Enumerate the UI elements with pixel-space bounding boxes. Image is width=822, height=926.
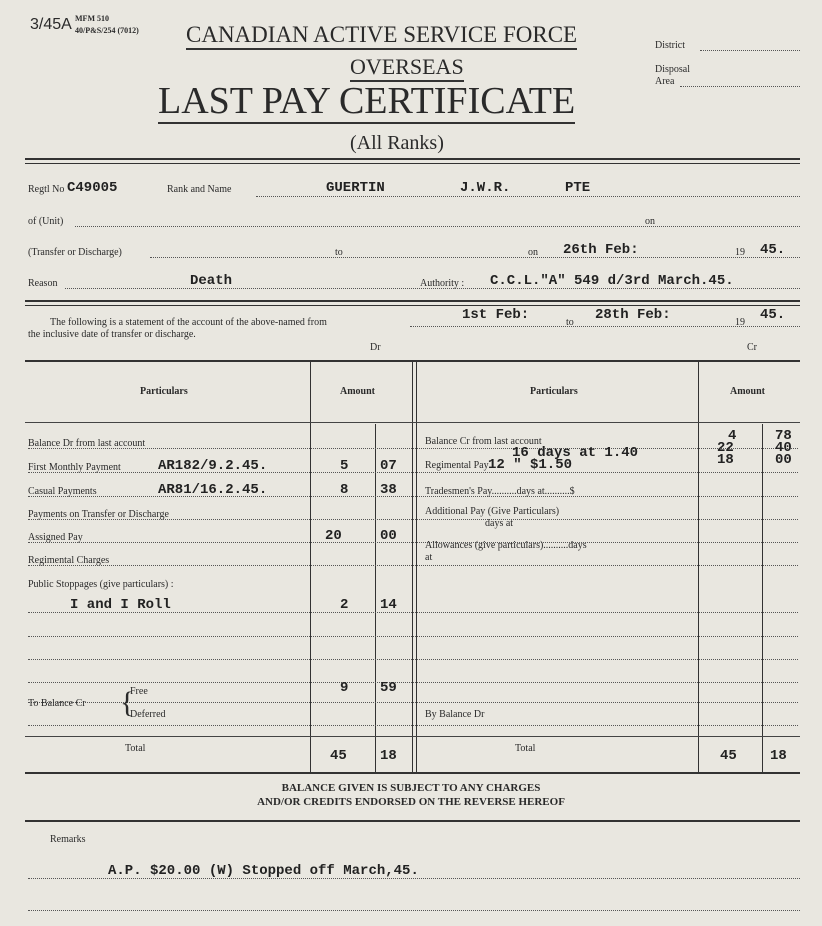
- particulars-header: Particulars: [140, 386, 188, 397]
- row-label: Balance Cr from last account: [425, 436, 542, 447]
- to-date: 28th Feb:: [595, 307, 671, 323]
- remarks-text: A.P. $20.00 (W) Stopped off March,45.: [108, 863, 419, 879]
- row-label: days at: [485, 518, 514, 529]
- reason-label: Reason: [28, 278, 58, 289]
- row-value: 12 " $1.50: [488, 457, 573, 473]
- authority: C.C.L."A" 549 d/3rd March.45.: [490, 273, 734, 289]
- dotted-line: [28, 659, 798, 660]
- row-label: Allowances (give particulars)..........days: [425, 540, 587, 551]
- from-date: 1st Feb:: [462, 307, 530, 323]
- row-label: Balance Dr from last account: [28, 438, 146, 449]
- dotted-line: [28, 448, 798, 449]
- row-label: First Monthly Payment: [28, 462, 121, 473]
- total-label: Total: [515, 743, 536, 754]
- to-balance-label: To Balance Cr: [28, 698, 86, 709]
- row-label: Tradesmen's Pay..........days at..........$: [425, 486, 575, 497]
- rank: PTE: [565, 180, 591, 196]
- amount-cents: 78: [775, 428, 792, 444]
- statement-text-2: the inclusive date of transfer or discharge.: [28, 329, 196, 340]
- total-dollars: 45: [720, 748, 737, 764]
- rank-name-label: Rank and Name: [167, 184, 232, 195]
- dotted-line: [28, 636, 798, 637]
- on-label: on: [528, 247, 538, 258]
- form-code: MFM 510: [75, 14, 109, 23]
- total-cents: 18: [770, 748, 787, 764]
- row-label: Additional Pay (Give Particulars): [425, 506, 560, 517]
- row-label: Regimental Charges: [28, 555, 110, 566]
- regtl-number: C49005: [67, 180, 118, 196]
- amount-dollars: 2: [340, 597, 349, 613]
- ranks-subtitle: (All Ranks): [350, 132, 444, 154]
- row-label: Public Stoppages (give particulars) :: [28, 579, 174, 590]
- amount-cents: 38: [380, 482, 397, 498]
- notice-line-1: BALANCE GIVEN IS SUBJECT TO ANY CHARGES: [281, 782, 541, 794]
- reason: Death: [190, 273, 233, 289]
- amount-dollars: 5: [340, 458, 349, 474]
- row-label: Regimental Pay: [425, 460, 489, 471]
- dr-label: Dr: [370, 342, 381, 353]
- year-prefix: 19: [735, 317, 745, 328]
- row-label: Casual Payments: [28, 486, 97, 497]
- row-value: 16 days at 1.40: [512, 445, 639, 461]
- amount-dollars: 22: [717, 440, 734, 456]
- row-label: Payments on Transfer or Discharge: [28, 509, 169, 520]
- by-balance-label: By Balance Dr: [425, 709, 485, 720]
- free-label: Free: [130, 686, 148, 697]
- transfer-label: (Transfer or Discharge): [28, 247, 122, 258]
- remarks-label: Remarks: [50, 834, 86, 845]
- district-label: District: [655, 40, 685, 51]
- amount-header: Amount: [730, 386, 766, 397]
- row-label: Assigned Pay: [28, 532, 83, 543]
- statement-text: The following is a statement of the account of the above-named from: [50, 317, 327, 328]
- overseas-title: OVERSEAS: [350, 54, 464, 82]
- total-cents: 18: [380, 748, 397, 764]
- deferred-label: Deferred: [130, 709, 166, 720]
- form-code: 40/P&S/254 (7012): [75, 26, 139, 35]
- dotted-line: [28, 565, 798, 566]
- dotted-line: [28, 682, 798, 683]
- amount-cents: 00: [775, 452, 792, 468]
- dotted-line: [28, 542, 798, 543]
- amount-dollars: 4: [728, 428, 737, 444]
- amount-dollars: 20: [325, 528, 342, 544]
- year: 45.: [760, 242, 786, 258]
- page-title: LAST PAY CERTIFICATE: [158, 80, 576, 122]
- amount-header: Amount: [340, 386, 376, 397]
- amount-cents: 07: [380, 458, 397, 474]
- year-prefix: 19: [735, 247, 745, 258]
- surname: GUERTIN: [326, 180, 385, 196]
- amount-cents: 00: [380, 528, 397, 544]
- on-label: on: [645, 216, 655, 227]
- amount-dollars: 8: [340, 482, 349, 498]
- row-value: I and I Roll: [70, 597, 171, 613]
- total-dollars: 45: [330, 748, 347, 764]
- row-value: AR81/16.2.45.: [158, 482, 268, 498]
- row-label: at: [425, 552, 433, 563]
- amount-dollars: 18: [717, 452, 734, 468]
- dotted-line: [28, 472, 798, 473]
- area-label: Area: [655, 76, 675, 87]
- regtl-label: Regtl No: [28, 184, 65, 195]
- row-value: AR182/9.2.45.: [158, 458, 268, 474]
- dotted-line: [28, 725, 798, 726]
- free-dollars: 9: [340, 680, 349, 696]
- amount-cents: 40: [775, 440, 792, 456]
- notice-line-2: AND/OR CREDITS ENDORSED ON THE REVERSE HEREOF: [257, 796, 565, 808]
- org-title: CANADIAN ACTIVE SERVICE FORCE: [186, 22, 577, 50]
- discharge-date: 26th Feb:: [563, 242, 639, 258]
- to-label: to: [335, 247, 343, 258]
- dotted-line: [28, 702, 798, 703]
- cr-label: Cr: [747, 342, 757, 353]
- form-number: 3/45A: [30, 16, 72, 33]
- total-label: Total: [125, 743, 146, 754]
- disposal-label: Disposal: [655, 64, 690, 75]
- dotted-line: [28, 612, 798, 613]
- particulars-header: Particulars: [530, 386, 578, 397]
- unit-label: of (Unit): [28, 216, 64, 227]
- brace: {: [120, 686, 135, 719]
- initials: J.W.R.: [460, 180, 511, 196]
- dotted-line: [28, 496, 798, 497]
- year: 45.: [760, 307, 786, 323]
- to-label: to: [566, 317, 574, 328]
- free-cents: 59: [380, 680, 397, 696]
- dotted-line: [28, 519, 798, 520]
- authority-label: Authority :: [420, 278, 465, 289]
- amount-cents: 14: [380, 597, 397, 613]
